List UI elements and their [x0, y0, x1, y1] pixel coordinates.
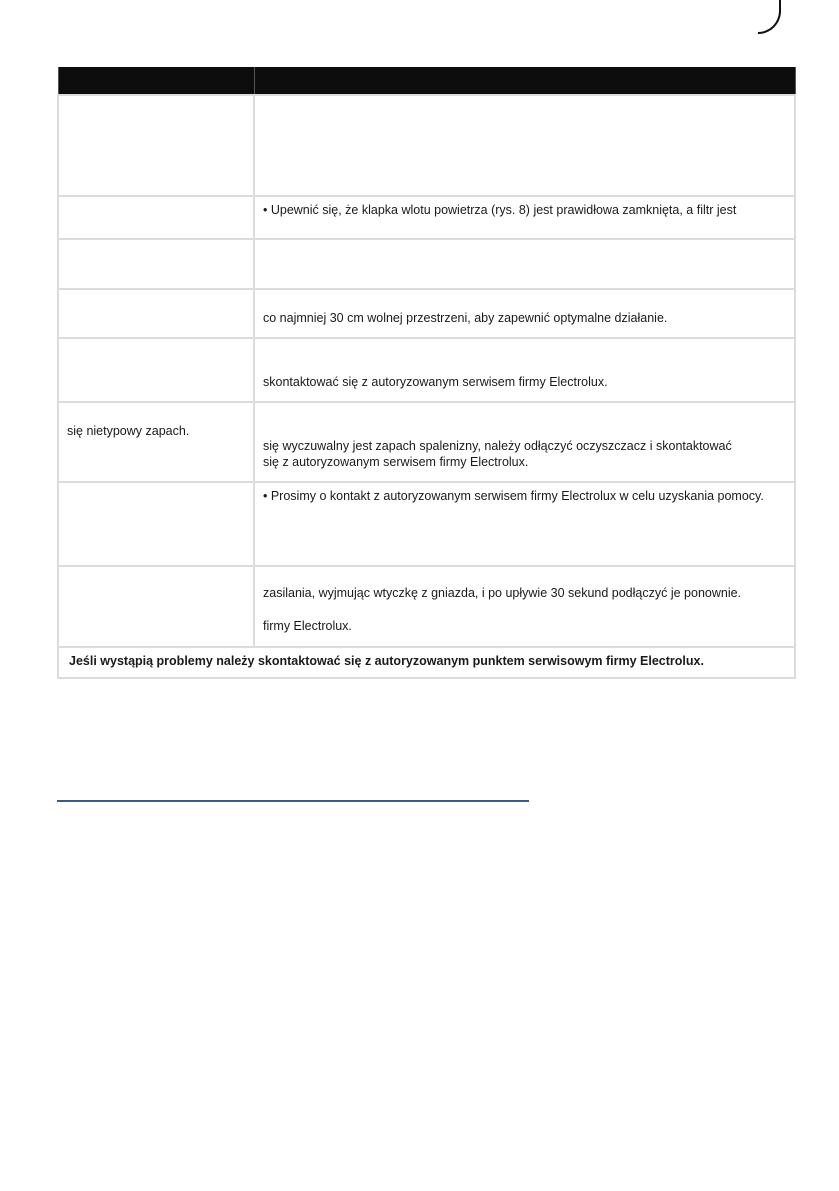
problem-cell	[58, 95, 254, 196]
troubleshooting-table	[57, 67, 796, 679]
problem-cell	[58, 482, 254, 566]
problem-cell	[58, 239, 254, 289]
table-row	[58, 566, 795, 647]
table-row	[58, 95, 795, 196]
problem-cell	[58, 289, 254, 338]
header-cell-problem	[58, 67, 254, 95]
table-row	[58, 289, 795, 338]
problem-cell	[58, 338, 254, 402]
solution-cell: skontaktować się z autoryzowanym serwisem firmy Electrolux.	[254, 338, 795, 402]
table-footer-row	[58, 647, 795, 678]
solution-cell: zasilania, wyjmując wtyczkę z gniazda, i po upływie 30 sekund podłączyć je ponownie. firmy Electrolux.	[254, 566, 795, 647]
table-row	[58, 402, 795, 482]
problem-cell: się nietypowy zapach.	[58, 402, 254, 482]
problem-cell	[58, 196, 254, 239]
section-divider	[57, 800, 529, 802]
solution-cell	[254, 95, 795, 196]
table-row	[58, 239, 795, 289]
table-row	[58, 196, 795, 239]
footer-note: Jeśli wystąpią problemy należy skontaktować się z autoryzowanym punktem serwisowym firmy Electrolux.	[58, 647, 795, 678]
solution-cell: się wyczuwalny jest zapach spalenizny, należy odłączyć oczyszczacz i skontaktować się z autoryzowanym serwisem firmy Electrolux.	[254, 402, 795, 482]
table-row	[58, 482, 795, 566]
page-corner-mark	[758, 0, 781, 34]
solution-cell: • Prosimy o kontakt z autoryzowanym serwisem firmy Electrolux w celu uzyskania pomocy.	[254, 482, 795, 566]
solution-cell	[254, 239, 795, 289]
solution-cell: co najmniej 30 cm wolnej przestrzeni, aby zapewnić optymalne działanie.	[254, 289, 795, 338]
table-row	[58, 338, 795, 402]
header-cell-solution	[254, 67, 795, 95]
problem-cell	[58, 566, 254, 647]
table-header-row	[58, 67, 795, 95]
solution-cell: • Upewnić się, że klapka wlotu powietrza (rys. 8) jest prawidłowa zamknięta, a filtr jest	[254, 196, 795, 239]
